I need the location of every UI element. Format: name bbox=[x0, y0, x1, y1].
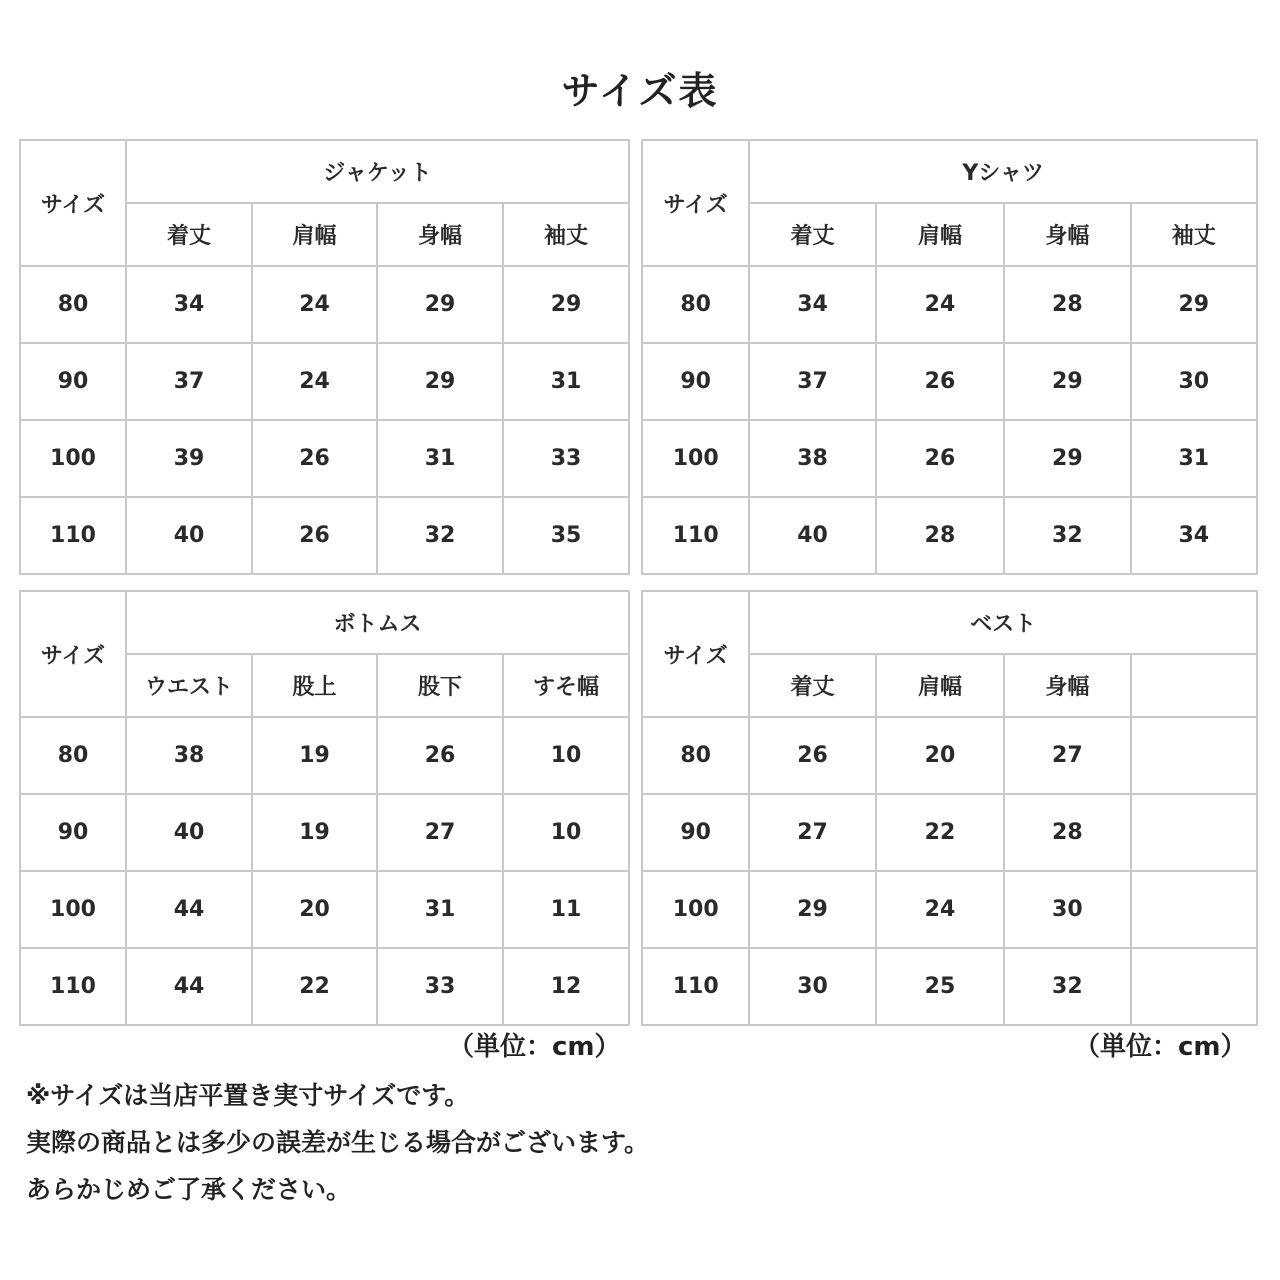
size-cell: 90 bbox=[20, 343, 126, 420]
measurement-cell: 19 bbox=[252, 717, 377, 794]
table-row bbox=[642, 948, 1257, 1025]
measurement-cell: 28 bbox=[1004, 266, 1130, 343]
column-header: 袖丈 bbox=[1131, 203, 1257, 266]
table-row bbox=[20, 420, 629, 497]
jacket-size-table bbox=[19, 139, 630, 575]
measurement-cell: 22 bbox=[876, 794, 1004, 871]
unit-note: （単位：cm） bbox=[448, 1032, 621, 1062]
size-cell: 80 bbox=[642, 266, 749, 343]
measurement-cell: 33 bbox=[503, 420, 629, 497]
measurement-cell: 29 bbox=[503, 266, 629, 343]
measurement-cell: 31 bbox=[1131, 420, 1257, 497]
measurement-cell: 26 bbox=[876, 420, 1004, 497]
measurement-cell: 44 bbox=[126, 871, 252, 948]
column-header: ウエスト bbox=[126, 654, 252, 717]
size-cell: 110 bbox=[642, 497, 749, 574]
size-cell: 80 bbox=[642, 717, 749, 794]
size-column-header: サイズ bbox=[642, 140, 749, 266]
measurement-cell: 27 bbox=[749, 794, 875, 871]
measurement-cell: 39 bbox=[126, 420, 252, 497]
column-header: 肩幅 bbox=[252, 203, 377, 266]
size-column-header: サイズ bbox=[20, 140, 126, 266]
table-category-header: ジャケット bbox=[126, 140, 629, 203]
column-header: 身幅 bbox=[1004, 203, 1130, 266]
size-cell: 100 bbox=[20, 871, 126, 948]
measurement-cell: 27 bbox=[1004, 717, 1130, 794]
measurement-cell: 29 bbox=[1131, 266, 1257, 343]
measurement-cell: 33 bbox=[377, 948, 503, 1025]
measurement-cell: 24 bbox=[876, 266, 1004, 343]
measurement-cell: 37 bbox=[126, 343, 252, 420]
measurement-cell: 31 bbox=[503, 343, 629, 420]
table-row bbox=[20, 266, 629, 343]
table-category-header: Yシャツ bbox=[749, 140, 1257, 203]
column-header: 身幅 bbox=[1004, 654, 1130, 717]
table-row bbox=[20, 343, 629, 420]
table-row bbox=[20, 794, 629, 871]
measurement-cell: 25 bbox=[876, 948, 1004, 1025]
measurement-cell: 26 bbox=[252, 497, 377, 574]
measurement-cell: 26 bbox=[252, 420, 377, 497]
page-title: サイズ表 bbox=[561, 69, 719, 113]
table-category-header: ボトムス bbox=[126, 591, 629, 654]
size-cell: 110 bbox=[642, 948, 749, 1025]
measurement-cell: 28 bbox=[1004, 794, 1130, 871]
size-column-header: サイズ bbox=[20, 591, 126, 717]
table-row bbox=[20, 497, 629, 574]
measurement-cell: 24 bbox=[252, 266, 377, 343]
table-row bbox=[642, 717, 1257, 794]
measurement-cell: 44 bbox=[126, 948, 252, 1025]
measurement-cell: 32 bbox=[377, 497, 503, 574]
measurement-cell: 30 bbox=[1004, 871, 1130, 948]
column-header: 股上 bbox=[252, 654, 377, 717]
measurement-cell: 27 bbox=[377, 794, 503, 871]
measurement-cell: 28 bbox=[876, 497, 1004, 574]
measurement-cell: 12 bbox=[503, 948, 629, 1025]
size-cell: 100 bbox=[642, 871, 749, 948]
table-row bbox=[20, 717, 629, 794]
size-cell: 80 bbox=[20, 717, 126, 794]
measurement-cell: 19 bbox=[252, 794, 377, 871]
column-header: 着丈 bbox=[126, 203, 252, 266]
measurement-cell: 11 bbox=[503, 871, 629, 948]
measurement-cell bbox=[1131, 871, 1257, 948]
notes-block bbox=[26, 1072, 649, 1213]
measurement-cell: 20 bbox=[252, 871, 377, 948]
measurement-cell: 38 bbox=[749, 420, 875, 497]
column-header: 肩幅 bbox=[876, 654, 1004, 717]
table-category-header: ベスト bbox=[749, 591, 1257, 654]
measurement-cell: 40 bbox=[749, 497, 875, 574]
measurement-cell: 10 bbox=[503, 717, 629, 794]
size-cell: 90 bbox=[642, 794, 749, 871]
size-cell: 110 bbox=[20, 948, 126, 1025]
table-row bbox=[642, 266, 1257, 343]
measurement-cell: 29 bbox=[377, 266, 503, 343]
measurement-cell: 34 bbox=[126, 266, 252, 343]
measurement-cell: 31 bbox=[377, 871, 503, 948]
measurement-cell: 26 bbox=[876, 343, 1004, 420]
empty-column-header bbox=[1131, 654, 1257, 717]
measurement-cell: 38 bbox=[126, 717, 252, 794]
measurement-cell: 29 bbox=[1004, 343, 1130, 420]
column-header: 肩幅 bbox=[876, 203, 1004, 266]
column-header: 股下 bbox=[377, 654, 503, 717]
measurement-cell: 10 bbox=[503, 794, 629, 871]
table-row bbox=[642, 794, 1257, 871]
table-row bbox=[642, 871, 1257, 948]
measurement-cell: 20 bbox=[876, 717, 1004, 794]
measurement-cell: 32 bbox=[1004, 948, 1130, 1025]
measurement-cell bbox=[1131, 948, 1257, 1025]
table-row bbox=[20, 948, 629, 1025]
measurement-cell: 31 bbox=[377, 420, 503, 497]
table-row bbox=[642, 420, 1257, 497]
size-cell: 110 bbox=[20, 497, 126, 574]
size-column-header: サイズ bbox=[642, 591, 749, 717]
measurement-cell: 29 bbox=[377, 343, 503, 420]
measurement-cell: 24 bbox=[876, 871, 1004, 948]
table-row bbox=[642, 497, 1257, 574]
measurement-cell bbox=[1131, 794, 1257, 871]
column-header: 身幅 bbox=[377, 203, 503, 266]
measurement-cell: 40 bbox=[126, 794, 252, 871]
measurement-cell: 29 bbox=[749, 871, 875, 948]
unit-note: （単位：cm） bbox=[1074, 1032, 1247, 1062]
yshirt-size-table bbox=[641, 139, 1258, 575]
measurement-cell: 37 bbox=[749, 343, 875, 420]
measurement-cell: 30 bbox=[1131, 343, 1257, 420]
measurement-cell: 34 bbox=[1131, 497, 1257, 574]
note-line: 実際の商品とは多少の誤差が生じる場合がございます。 bbox=[26, 1128, 650, 1157]
measurement-cell: 24 bbox=[252, 343, 377, 420]
bottoms-size-table bbox=[19, 590, 630, 1026]
measurement-cell: 26 bbox=[377, 717, 503, 794]
table-row bbox=[20, 871, 629, 948]
column-header: 着丈 bbox=[749, 654, 875, 717]
measurement-cell: 29 bbox=[1004, 420, 1130, 497]
column-header: 袖丈 bbox=[503, 203, 629, 266]
size-cell: 90 bbox=[20, 794, 126, 871]
measurement-cell: 40 bbox=[126, 497, 252, 574]
measurement-cell bbox=[1131, 717, 1257, 794]
size-cell: 90 bbox=[642, 343, 749, 420]
measurement-cell: 35 bbox=[503, 497, 629, 574]
size-cell: 100 bbox=[642, 420, 749, 497]
size-cell: 80 bbox=[20, 266, 126, 343]
measurement-cell: 30 bbox=[749, 948, 875, 1025]
vest-size-table bbox=[641, 590, 1258, 1026]
column-header: すそ幅 bbox=[503, 654, 629, 717]
size-cell: 100 bbox=[20, 420, 126, 497]
measurement-cell: 22 bbox=[252, 948, 377, 1025]
measurement-cell: 26 bbox=[749, 717, 875, 794]
measurement-cell: 32 bbox=[1004, 497, 1130, 574]
column-header: 着丈 bbox=[749, 203, 875, 266]
table-row bbox=[642, 343, 1257, 420]
note-line: あらかじめご了承ください。 bbox=[26, 1175, 352, 1204]
note-line: ※サイズは当店平置き実寸サイズです。 bbox=[26, 1081, 470, 1110]
measurement-cell: 34 bbox=[749, 266, 875, 343]
